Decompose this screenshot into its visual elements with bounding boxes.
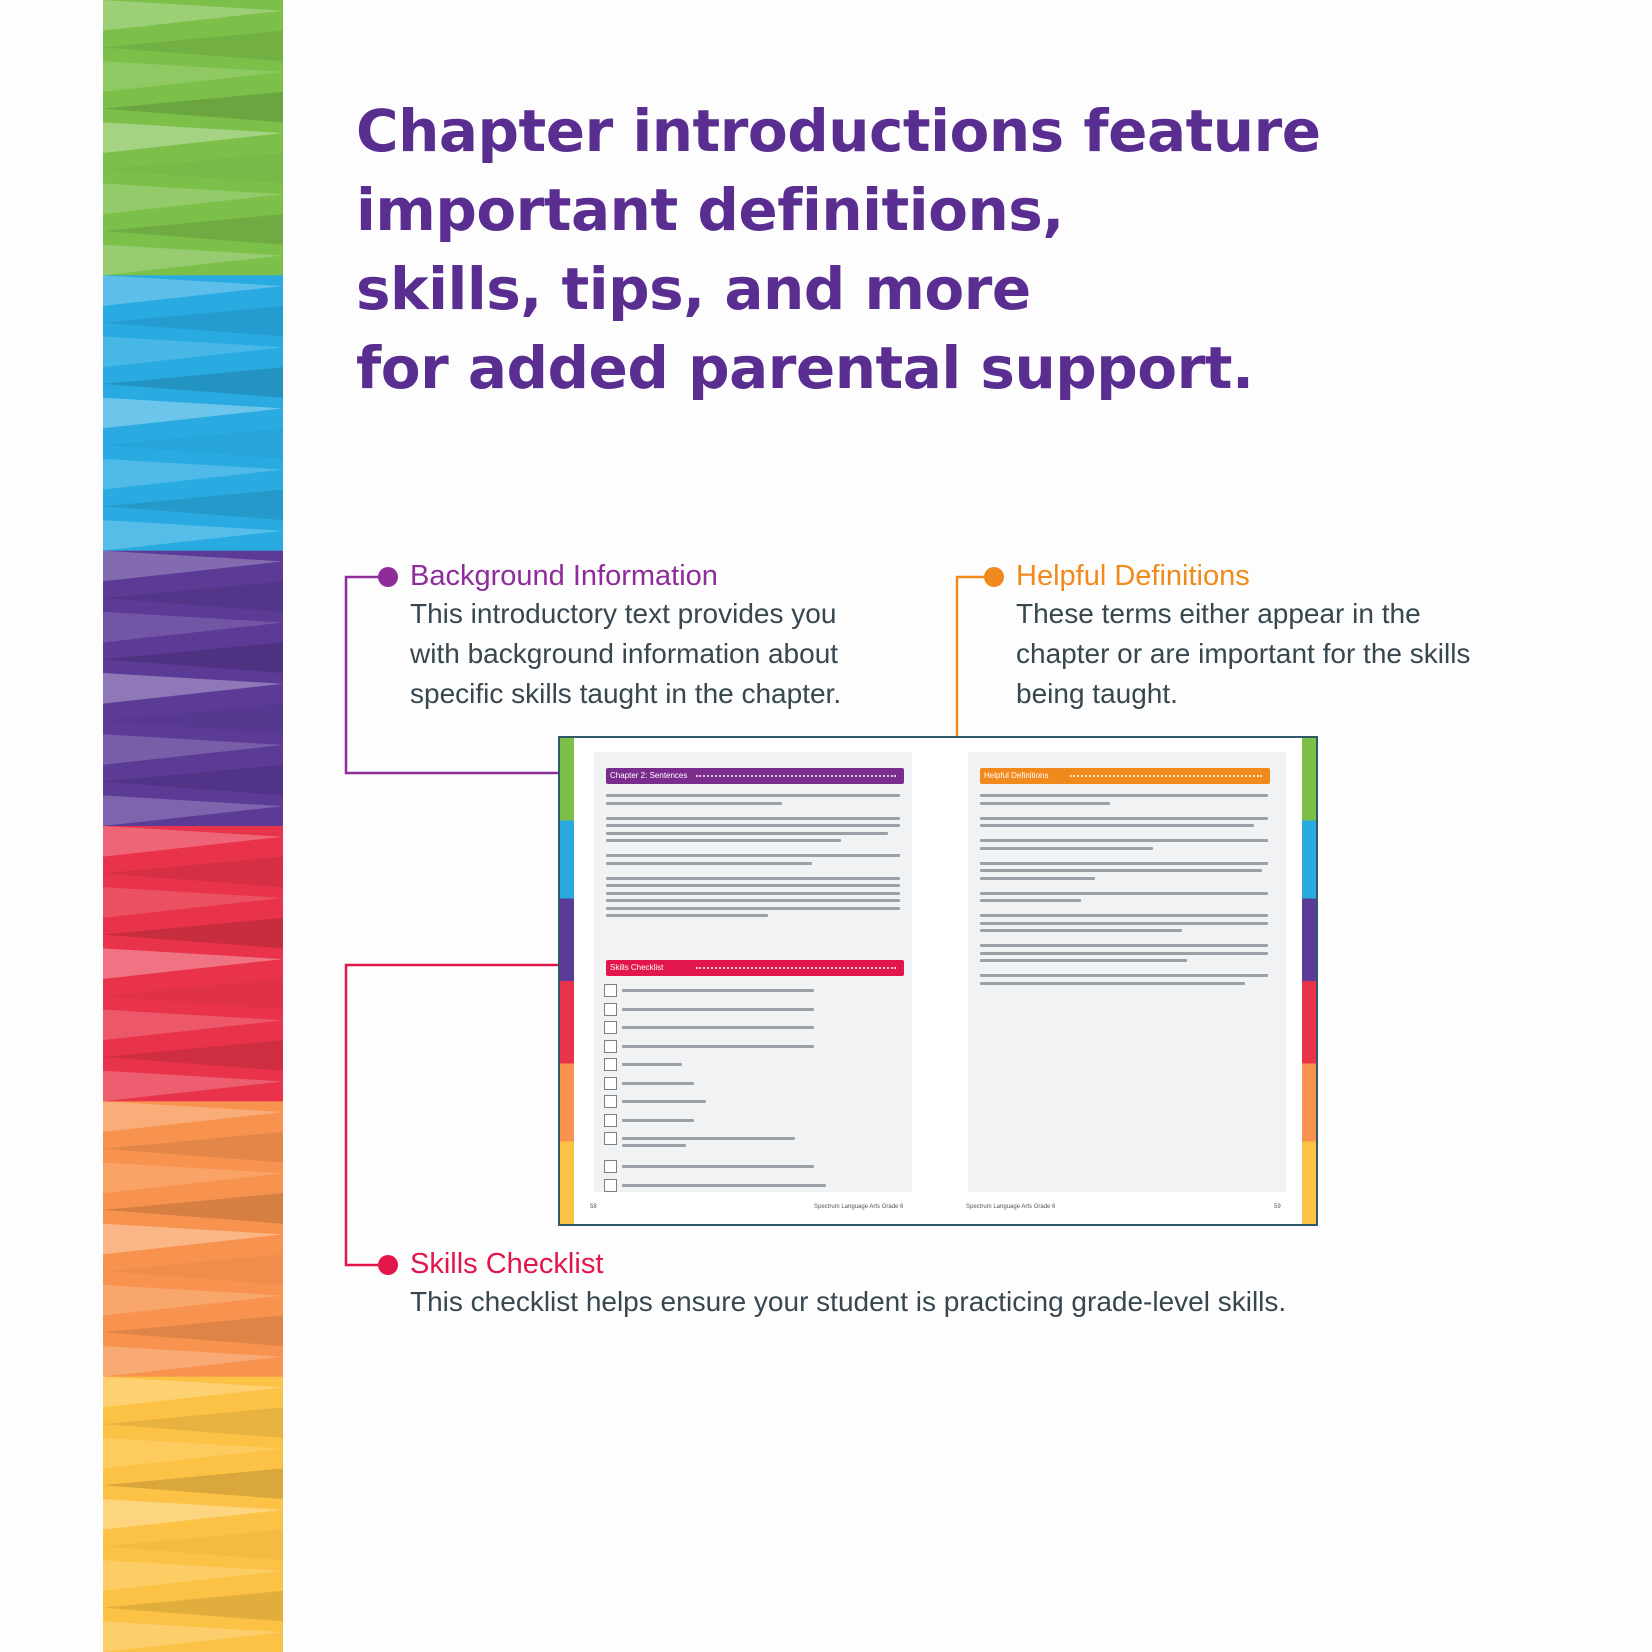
callout-body-line: with background information about: [410, 638, 839, 669]
checklist-checkbox: [604, 984, 617, 997]
headline-line: for added parental support.: [356, 334, 1254, 402]
checklist-item-text: [622, 1144, 686, 1147]
checklist-item-text: [622, 1026, 814, 1029]
checklist-checkbox: [604, 1114, 617, 1127]
checklist-item-text: [622, 1045, 814, 1048]
text-line: [606, 832, 888, 835]
text-line: [980, 929, 1182, 932]
callout-skills-checklist: [410, 1246, 1286, 1322]
checklist-item-text: [622, 1165, 814, 1168]
callout-body-line: chapter or are important for the skills: [1016, 638, 1471, 669]
background-bullet-dot: [378, 567, 398, 587]
callout-body-line: This introductory text provides you: [410, 598, 837, 629]
text-line: [980, 877, 1095, 880]
page-footer: Spectrum Language Arts Grade 6: [966, 1204, 1056, 1210]
right-page: [938, 738, 1316, 1224]
text-line: [606, 877, 900, 880]
page-number: 59: [1274, 1204, 1281, 1210]
checklist-item-text: [622, 1008, 814, 1011]
checklist-checkbox: [604, 1160, 617, 1173]
checklist-item-text: [622, 1119, 694, 1122]
callout-body: [410, 594, 841, 714]
text-line: [980, 959, 1187, 962]
text-line: [980, 847, 1153, 850]
callout-helpful-definitions: [1016, 558, 1470, 714]
checklist-checkbox: [604, 1040, 617, 1053]
text-line: [980, 794, 1268, 797]
text-line: [606, 899, 900, 902]
callout-body-line: These terms either appear in the: [1016, 598, 1421, 629]
callout-title: Background Information: [410, 560, 718, 592]
headline-line: skills, tips, and more: [356, 255, 1031, 323]
text-line: [606, 817, 900, 820]
checklist-checkbox: [604, 1077, 617, 1090]
callout-body: [1016, 594, 1470, 714]
checklist-checkbox: [604, 1095, 617, 1108]
text-line: [606, 884, 900, 887]
callout-body: [410, 1282, 1286, 1322]
text-line: [980, 899, 1081, 902]
text-line: [980, 922, 1268, 925]
callout-body-line: being taught.: [1016, 678, 1178, 709]
text-line: [606, 914, 768, 917]
chapter-banner: Chapter 2: Sentences: [606, 768, 904, 784]
checklist-bullet-dot: [378, 1255, 398, 1275]
text-line: [606, 907, 900, 910]
text-line: [980, 944, 1268, 947]
callout-title: Helpful Definitions: [1016, 560, 1250, 592]
callout-body-line: specific skills taught in the chapter.: [410, 678, 842, 709]
callout-title: Skills Checklist: [410, 1248, 604, 1280]
checklist-item-text: [622, 1184, 826, 1187]
page-color-edge: [1302, 738, 1316, 1224]
text-line: [980, 802, 1110, 805]
text-line: [980, 862, 1268, 865]
left-page: [560, 738, 940, 1224]
checklist-item-text: [622, 989, 814, 992]
page-number: 58: [590, 1204, 597, 1210]
checklist-item-text: [622, 1082, 694, 1085]
text-line: [980, 817, 1268, 820]
checklist-item-text: [622, 1100, 706, 1103]
text-line: [606, 794, 900, 797]
text-line: [606, 802, 782, 805]
skills-checklist-banner: Skills Checklist: [606, 960, 904, 976]
headline-line: important definitions,: [356, 176, 1064, 244]
text-line: [606, 824, 900, 827]
checklist-checkbox: [604, 1058, 617, 1071]
text-line: [980, 982, 1245, 985]
callout-body-line: This checklist helps ensure your student is practicing grade-level skills.: [410, 1286, 1287, 1317]
text-line: [980, 839, 1268, 842]
definitions-bullet-dot: [984, 567, 1004, 587]
text-line: [980, 892, 1268, 895]
book-spread-image: [558, 736, 1318, 1226]
checklist-checkbox: [604, 1179, 617, 1192]
page-footer: Spectrum Language Arts Grade 6: [814, 1204, 904, 1210]
checklist-item-text: [622, 1063, 682, 1066]
text-line: [606, 892, 900, 895]
definitions-banner: Helpful Definitions: [980, 768, 1270, 784]
headline-line: Chapter introductions feature: [356, 97, 1321, 165]
checklist-checkbox: [604, 1021, 617, 1034]
checklist-checkbox: [604, 1132, 617, 1145]
callout-background-information: [410, 558, 841, 714]
text-line: [606, 854, 900, 857]
text-line: [606, 839, 841, 842]
checklist-item-text: [622, 1137, 795, 1140]
text-line: [980, 914, 1268, 917]
text-line: [606, 862, 812, 865]
text-line: [980, 824, 1254, 827]
text-line: [980, 869, 1262, 872]
text-line: [980, 974, 1268, 977]
checklist-checkbox: [604, 1003, 617, 1016]
page-color-edge: [560, 738, 574, 1224]
text-line: [980, 952, 1268, 955]
